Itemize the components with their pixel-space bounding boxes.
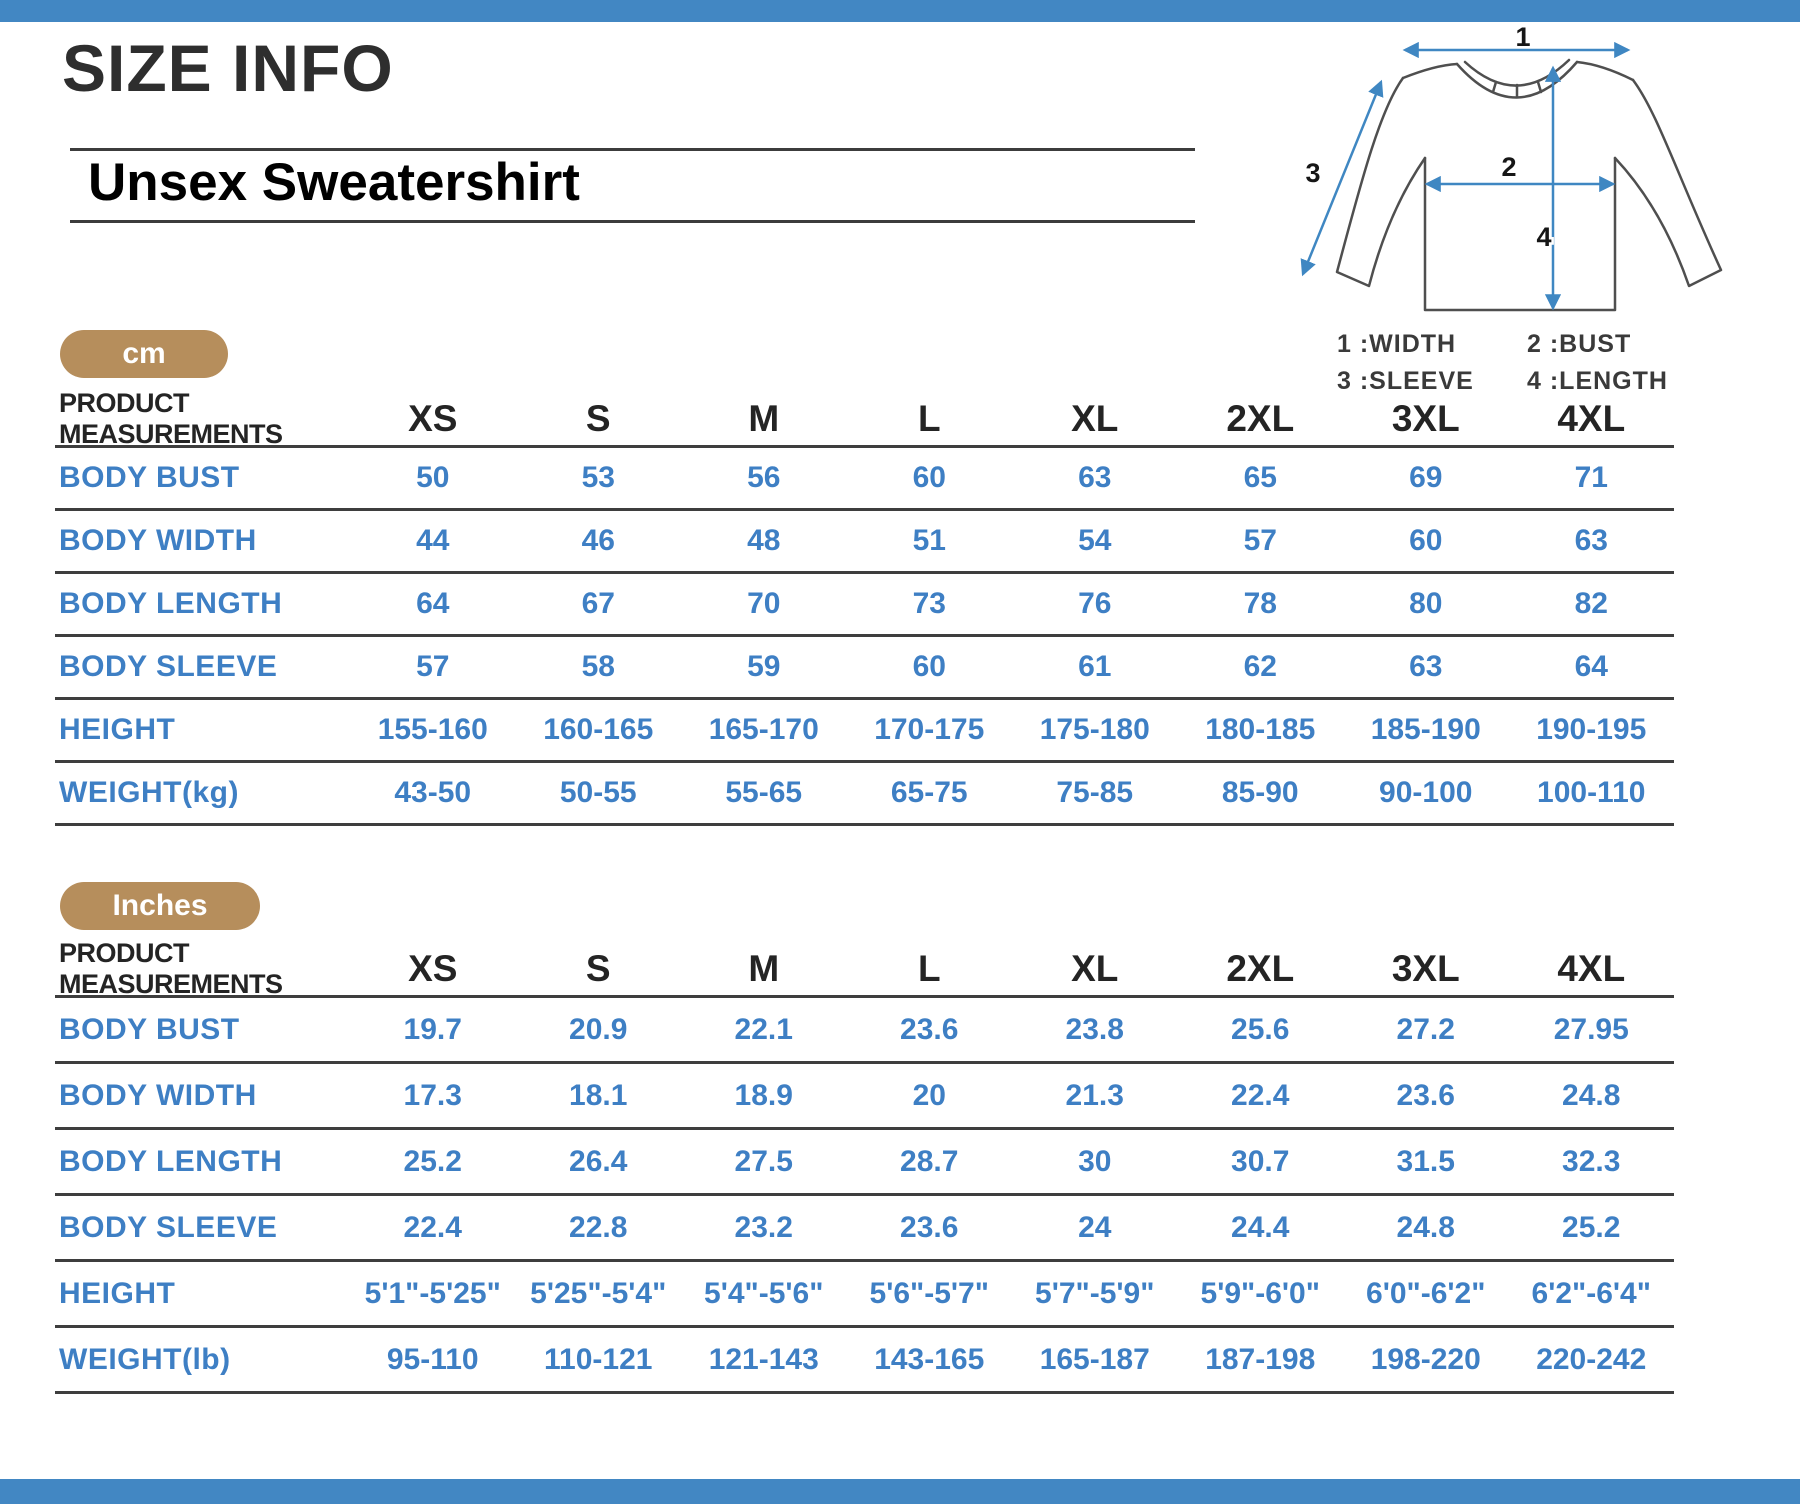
cell-value: 90-100	[1379, 776, 1473, 809]
size-column-header: XS	[408, 947, 458, 989]
cell-value: 22.4	[1231, 1078, 1290, 1112]
size-column-header: L	[917, 397, 941, 439]
bottom-accent-bar	[0, 1479, 1800, 1504]
size-column-header: XL	[1071, 397, 1119, 439]
row-label: BODY SLEEVE	[59, 1210, 278, 1244]
cell-value: 5'9"-6'0"	[1200, 1276, 1320, 1310]
cell-value: 78	[1243, 587, 1277, 620]
row-label: WEIGHT(lb)	[59, 1342, 231, 1376]
measurements-column-header: PRODUCT MEASUREMENTS	[59, 387, 283, 449]
size-column-header: 4XL	[1557, 947, 1626, 989]
cell-value: 27.5	[734, 1144, 793, 1178]
bust-marker-number: 2	[1501, 152, 1517, 182]
cell-value: 30	[1078, 1144, 1112, 1178]
cell-value: 46	[581, 524, 615, 557]
cell-value: 76	[1078, 587, 1112, 620]
cell-value: 61	[1078, 650, 1112, 683]
size-column-header: 3XL	[1391, 397, 1460, 439]
subtitle-top-rule	[70, 148, 1195, 151]
cell-value: 24.4	[1231, 1210, 1290, 1244]
cell-value: 20.9	[569, 1012, 628, 1046]
cell-value: 60	[912, 650, 946, 683]
table-header-row	[55, 387, 1674, 449]
cm-unit-badge: cm	[60, 330, 228, 378]
cell-value: 23.2	[734, 1210, 793, 1244]
size-column-header: 2XL	[1226, 397, 1295, 439]
table-row	[55, 1196, 1674, 1262]
width-marker-number: 1	[1515, 24, 1531, 52]
row-label: BODY WIDTH	[59, 1078, 257, 1112]
cell-value: 51	[912, 524, 946, 557]
size-column-header: M	[748, 397, 780, 439]
cell-value: 70	[747, 587, 781, 620]
legend-item-sleeve: 3 :SLEEVE	[1337, 367, 1474, 395]
table-row	[55, 700, 1674, 763]
table-row	[55, 511, 1674, 574]
cell-value: 67	[581, 587, 615, 620]
cell-value: 48	[747, 524, 781, 557]
cell-value: 69	[1409, 461, 1443, 494]
cell-value: 165-187	[1039, 1342, 1150, 1376]
cell-value: 27.95	[1553, 1012, 1629, 1046]
cell-value: 32.3	[1562, 1144, 1621, 1178]
cm-size-table	[55, 387, 1674, 826]
cell-value: 24.8	[1562, 1078, 1621, 1112]
cell-value: 5'7"-5'9"	[1035, 1276, 1155, 1310]
cell-value: 5'4"-5'6"	[704, 1276, 824, 1310]
cell-value: 198-220	[1370, 1342, 1481, 1376]
cell-value: 65	[1243, 461, 1277, 494]
cell-value: 80	[1409, 587, 1443, 620]
cell-value: 23.6	[900, 1210, 959, 1244]
table-row	[55, 1064, 1674, 1130]
cell-value: 25.2	[1562, 1210, 1621, 1244]
product-name: Unsex Sweatershirt	[88, 153, 580, 212]
cell-value: 6'2"-6'4"	[1531, 1276, 1651, 1310]
cell-value: 55-65	[725, 776, 803, 809]
cell-value: 85-90	[1221, 776, 1299, 809]
cell-value: 26.4	[569, 1144, 628, 1178]
cell-value: 21.3	[1065, 1078, 1124, 1112]
cell-value: 44	[416, 524, 450, 557]
length-marker-number: 4	[1536, 222, 1552, 252]
inches-size-table	[55, 937, 1674, 1394]
cell-value: 56	[747, 461, 781, 494]
cell-value: 63	[1574, 524, 1608, 557]
sweatshirt-diagram	[1285, 24, 1775, 324]
cell-value: 58	[581, 650, 615, 683]
cell-value: 175-180	[1039, 713, 1150, 746]
legend-item-bust: 2 :BUST	[1527, 330, 1632, 358]
cell-value: 23.6	[900, 1012, 959, 1046]
cell-value: 190-195	[1536, 713, 1647, 746]
cell-value: 82	[1574, 587, 1608, 620]
cell-value: 180-185	[1205, 713, 1316, 746]
table-header-row	[55, 937, 1674, 999]
cell-value: 5'25"-5'4"	[530, 1276, 667, 1310]
table-row	[55, 637, 1674, 700]
table-row	[55, 574, 1674, 637]
cell-value: 75-85	[1056, 776, 1134, 809]
row-label: HEIGHT	[59, 1276, 176, 1310]
measurements-column-header: PRODUCT MEASUREMENTS	[59, 937, 283, 999]
cell-value: 121-143	[708, 1342, 819, 1376]
cell-value: 54	[1078, 524, 1112, 557]
cell-value: 6'0"-6'2"	[1366, 1276, 1486, 1310]
cell-value: 19.7	[403, 1012, 462, 1046]
cell-value: 57	[416, 650, 450, 683]
cell-value: 25.6	[1231, 1012, 1290, 1046]
size-column-header: S	[585, 397, 611, 439]
measurement-diagram	[1285, 24, 1790, 396]
cell-value: 5'1"-5'25"	[364, 1276, 501, 1310]
inches-unit-badge: Inches	[60, 882, 260, 930]
cell-value: 170-175	[874, 713, 985, 746]
size-column-header: M	[748, 947, 780, 989]
cell-value: 43-50	[394, 776, 472, 809]
cell-value: 24	[1078, 1210, 1112, 1244]
cell-value: 5'6"-5'7"	[869, 1276, 989, 1310]
table-row	[55, 998, 1674, 1064]
cell-value: 27.2	[1396, 1012, 1455, 1046]
measurement-arrows	[1303, 50, 1628, 308]
cell-value: 65-75	[890, 776, 968, 809]
cell-value: 18.1	[569, 1078, 628, 1112]
cell-value: 185-190	[1370, 713, 1481, 746]
size-column-header: L	[917, 947, 941, 989]
table-row	[55, 1328, 1674, 1394]
cell-value: 25.2	[403, 1144, 462, 1178]
row-label: BODY BUST	[59, 461, 240, 494]
cell-value: 63	[1078, 461, 1112, 494]
size-column-header: XL	[1071, 947, 1119, 989]
table-row	[55, 1130, 1674, 1196]
cell-value: 23.8	[1065, 1012, 1124, 1046]
cell-value: 64	[416, 587, 450, 620]
row-label: BODY WIDTH	[59, 524, 257, 557]
cell-value: 160-165	[543, 713, 654, 746]
row-label: WEIGHT(kg)	[59, 776, 239, 809]
cell-value: 22.1	[734, 1012, 793, 1046]
legend-item-width: 1 :WIDTH	[1337, 330, 1457, 358]
size-column-header: 2XL	[1226, 947, 1295, 989]
size-column-header: 3XL	[1391, 947, 1460, 989]
cell-value: 110-121	[544, 1342, 653, 1376]
top-accent-bar	[0, 0, 1800, 22]
cell-value: 22.4	[403, 1210, 462, 1244]
size-column-header: S	[585, 947, 611, 989]
cell-value: 95-110	[386, 1342, 479, 1376]
cell-value: 100-110	[1537, 776, 1646, 809]
page-title: SIZE INFO	[62, 31, 394, 105]
cell-value: 155-160	[377, 713, 488, 746]
subtitle-bottom-rule	[70, 220, 1195, 223]
row-label: BODY LENGTH	[59, 1144, 283, 1178]
cell-value: 50-55	[559, 776, 637, 809]
row-label: HEIGHT	[59, 713, 176, 746]
cell-value: 63	[1409, 650, 1443, 683]
cell-value: 71	[1574, 461, 1608, 494]
cell-value: 24.8	[1396, 1210, 1455, 1244]
cell-value: 57	[1243, 524, 1277, 557]
cell-value: 22.8	[569, 1210, 628, 1244]
cell-value: 20	[912, 1078, 946, 1112]
size-column-header: 4XL	[1557, 397, 1626, 439]
cell-value: 30.7	[1231, 1144, 1290, 1178]
cell-value: 143-165	[874, 1342, 985, 1376]
row-label: BODY BUST	[59, 1012, 240, 1046]
cell-value: 53	[581, 461, 615, 494]
cell-value: 17.3	[403, 1078, 462, 1112]
cell-value: 62	[1243, 650, 1277, 683]
marker-numbers	[1305, 24, 1551, 252]
diagram-legend	[1337, 330, 1790, 396]
cell-value: 18.9	[734, 1078, 793, 1112]
row-label: BODY LENGTH	[59, 587, 283, 620]
cell-value: 28.7	[900, 1144, 959, 1178]
cell-value: 23.6	[1396, 1078, 1455, 1112]
row-label: BODY SLEEVE	[59, 650, 278, 683]
legend-item-length: 4 :LENGTH	[1527, 367, 1668, 395]
cell-value: 187-198	[1205, 1342, 1316, 1376]
cell-value: 50	[416, 461, 450, 494]
cell-value: 64	[1574, 650, 1608, 683]
cell-value: 165-170	[708, 713, 819, 746]
size-column-header: XS	[408, 397, 458, 439]
table-row	[55, 1262, 1674, 1328]
cell-value: 73	[912, 587, 946, 620]
cell-value: 31.5	[1396, 1144, 1455, 1178]
sleeve-marker-number: 3	[1305, 158, 1321, 188]
cell-value: 220-242	[1536, 1342, 1647, 1376]
table-row	[55, 448, 1674, 511]
table-row	[55, 763, 1674, 826]
cell-value: 60	[1409, 524, 1443, 557]
cell-value: 60	[912, 461, 946, 494]
cell-value: 59	[747, 650, 781, 683]
